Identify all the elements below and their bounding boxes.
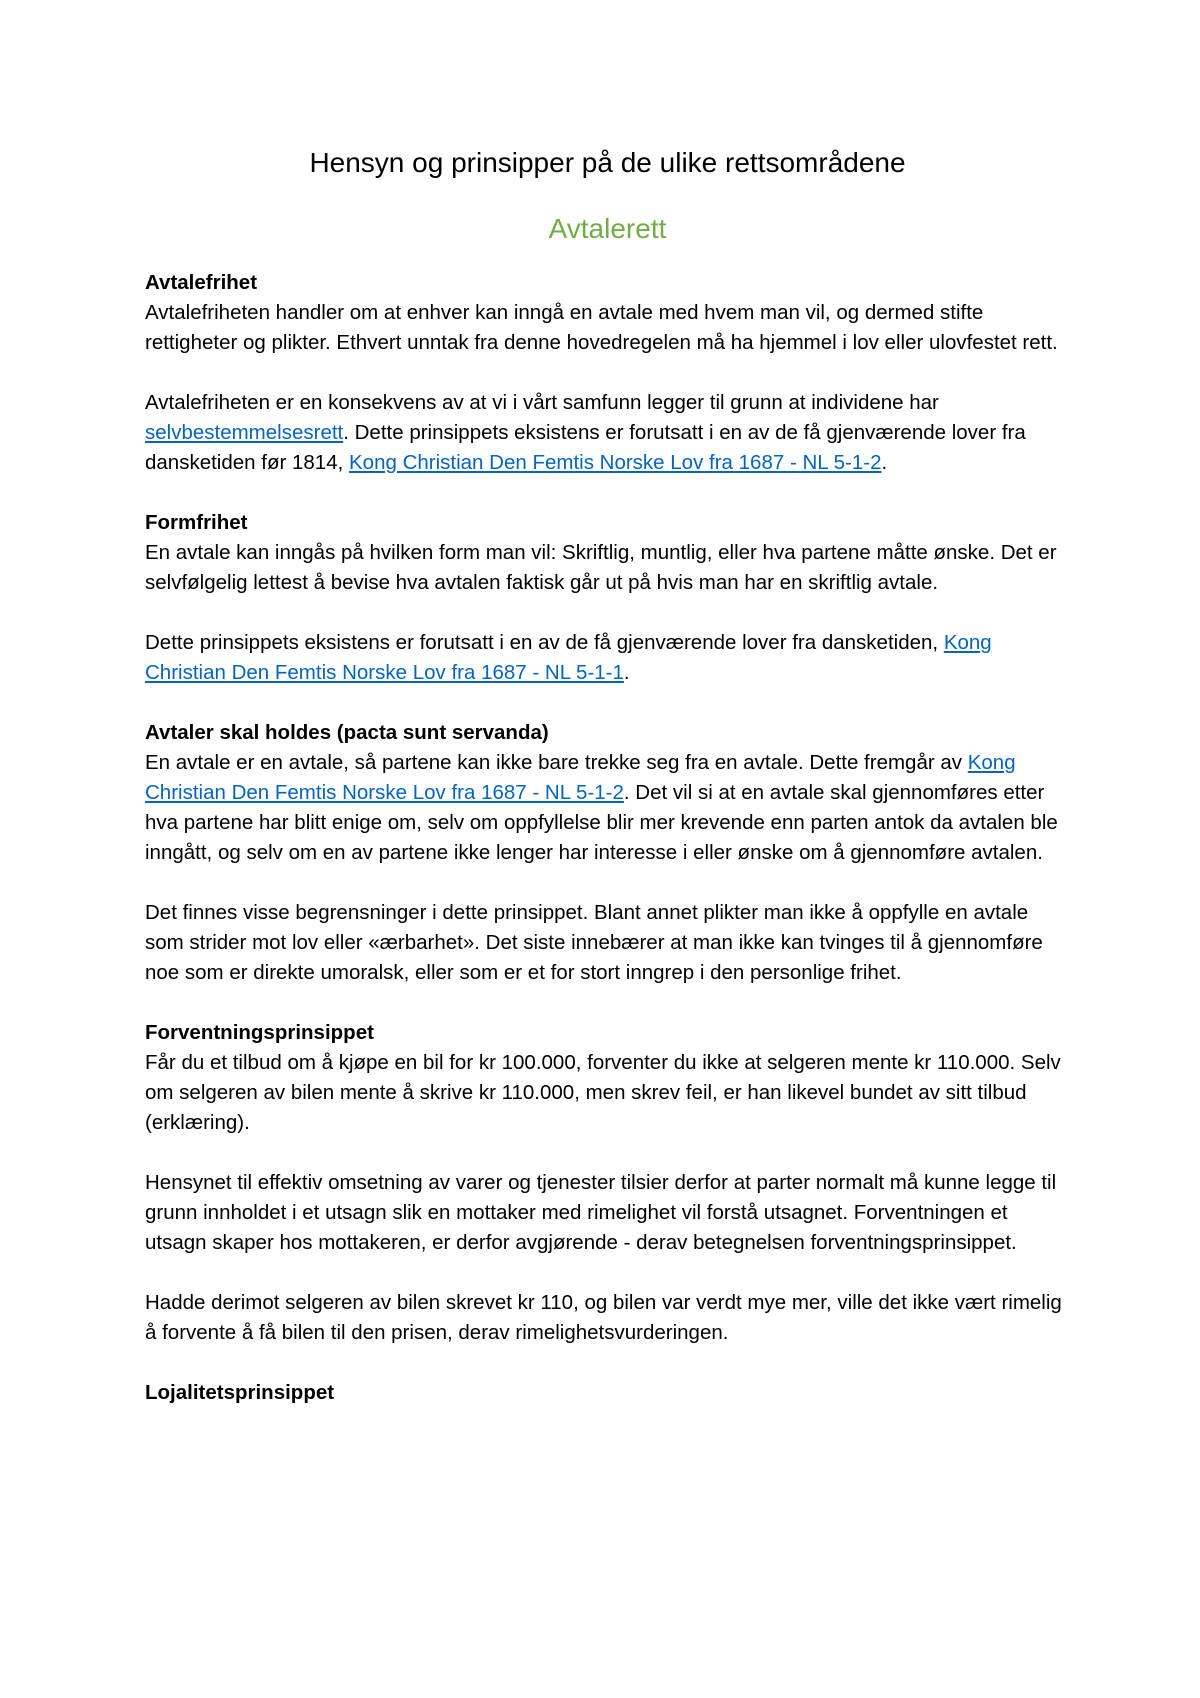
paragraph: Det finnes visse begrensninger i dette prinsippet. Blant annet plikter man ikke å oppfylle en avtale som strider mot lov eller «ærbarhet». Det siste innebærer at man ikke kan tvinges til å gjennomføre noe som er direkte umoralsk, eller som er et for stort inngrep i den personlige frihet. bbox=[145, 901, 1043, 984]
paragraph-text: . Dette prinsippets eksistens er forutsatt i en av de få gjenværende lover fra dansketiden før 1814, bbox=[145, 421, 1026, 474]
section-forventningsprinsippet bbox=[145, 1018, 1070, 1348]
link-nl-5-1-1[interactable]: Kong Christian Den Femtis Norske Lov fra 1687 - NL 5-1-1 bbox=[145, 631, 992, 684]
paragraph-text: Avtalefriheten er en konsekvens av at vi i vårt samfunn legger til grunn at individene har bbox=[145, 391, 939, 414]
paragraph: En avtale kan inngås på hvilken form man vil: Skriftlig, muntlig, eller hva partene måtte ønske. Det er selvfølgelig lettest å bevise hva avtalen faktisk går ut på hvis man har en skriftlig avtale. bbox=[145, 541, 1057, 594]
paragraph-text: . bbox=[623, 661, 630, 684]
paragraph bbox=[145, 388, 1070, 478]
paragraph: Hensynet til effektiv omsetning av varer og tjenester tilsier derfor at parter normalt må kunne legge til grunn innholdet i et utsagn slik en mottaker med rimelighet vil forstå utsagnet. Forventningen et utsagn skaper hos mottakeren, er derfor avgjørende - derav betegnelsen forventningsprinsippet. bbox=[145, 1171, 1057, 1254]
paragraph-text: Dette prinsippets eksistens er forutsatt i en av de få gjenværende lover fra dansketiden, bbox=[145, 631, 944, 654]
paragraph: Får du et tilbud om å kjøpe en bil for kr 100.000, forventer du ikke at selgeren mente kr 110.000. Selv om selgeren av bilen mente å skrive kr 110.000, men skrev feil, er han likevel bundet av sitt tilbud (erklæring). bbox=[145, 1051, 1061, 1134]
link-selvbestemmelsesrett[interactable]: selvbestemmelsesrett bbox=[145, 421, 344, 444]
paragraph: Avtalefriheten handler om at enhver kan inngå en avtale med hvem man vil, og dermed stifte rettigheter og plikter. Ethvert unntak fra denne hovedregelen må ha hjemmel i lov eller ulovfestet rett. bbox=[145, 301, 1058, 354]
paragraph bbox=[145, 748, 1070, 868]
section-heading: Formfrihet bbox=[145, 511, 248, 534]
section-heading: Avtaler skal holdes (pacta sunt servanda) bbox=[145, 721, 549, 744]
paragraph-text: . bbox=[881, 451, 888, 474]
section-formfrihet bbox=[145, 508, 1070, 688]
paragraph-text: En avtale er en avtale, så partene kan ikke bare trekke seg fra en avtale. Dette fremgår av bbox=[145, 751, 968, 774]
paragraph-text: . Det vil si at en avtale skal gjennomføres etter hva partene har blitt enige om, selv om oppfyllelse blir mer krevende enn parten antok da avtalen ble inngått, og selv om en av partene ikke lenger har interesse i eller ønske om å gjennomføre avtalen. bbox=[145, 781, 1058, 864]
paragraph: Hadde derimot selgeren av bilen skrevet kr 110, og bilen var verdt mye mer, ville det ikke vært rimelig å forvente å få bilen til den prisen, derav rimelighetsvurderingen. bbox=[145, 1291, 1062, 1344]
section-avtalefrihet bbox=[145, 268, 1070, 478]
link-nl-5-1-2[interactable]: Kong Christian Den Femtis Norske Lov fra 1687 - NL 5-1-2 bbox=[145, 751, 1016, 804]
document-title: Hensyn og prinsipper på de ulike rettsområdene bbox=[309, 147, 906, 178]
document-subtitle: Avtalerett bbox=[548, 213, 667, 244]
link-nl-5-1-2[interactable]: Kong Christian Den Femtis Norske Lov fra 1687 - NL 5-1-2 bbox=[349, 451, 882, 474]
section-lojalitetsprinsippet bbox=[145, 1378, 1070, 1408]
section-heading: Forventningsprinsippet bbox=[145, 1021, 374, 1044]
section-heading: Avtalefrihet bbox=[145, 271, 258, 294]
section-heading: Lojalitetsprinsippet bbox=[145, 1381, 335, 1404]
paragraph bbox=[145, 628, 1070, 688]
section-pacta-sunt-servanda bbox=[145, 718, 1070, 988]
